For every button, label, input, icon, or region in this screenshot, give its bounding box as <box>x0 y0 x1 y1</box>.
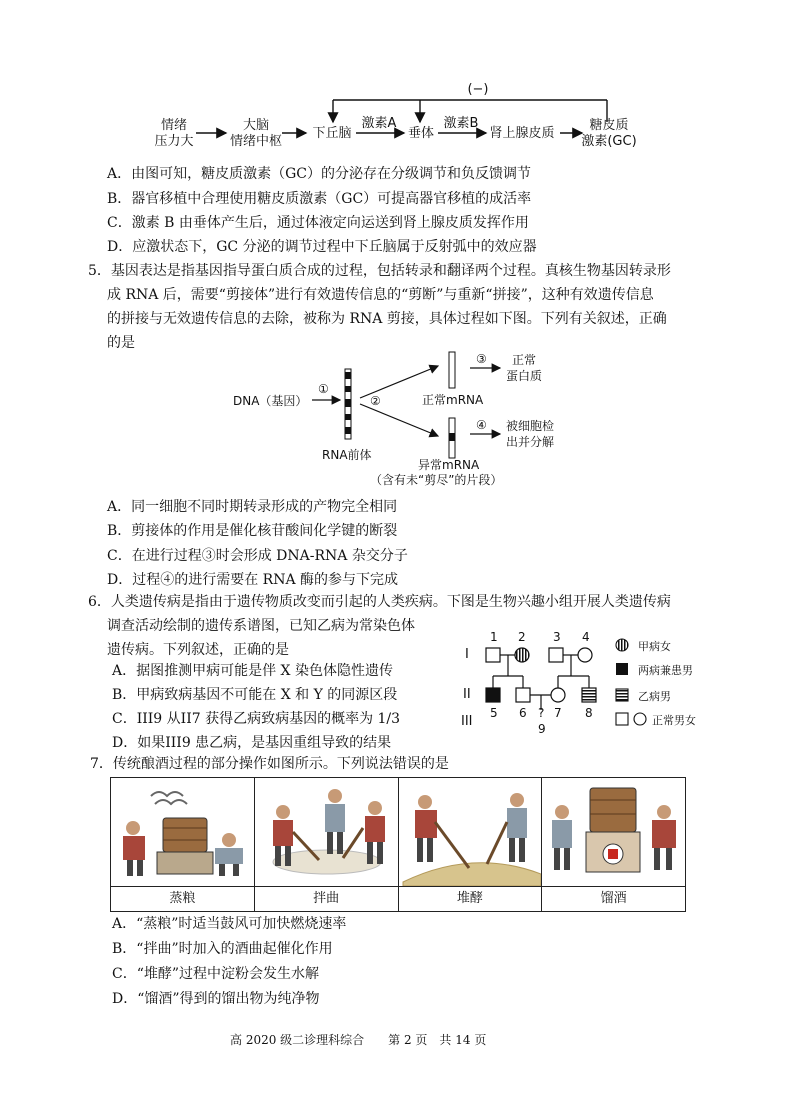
node-gc-l2: 激素(GC) <box>581 134 637 149</box>
legend-c-label: 乙病男 <box>638 690 671 703</box>
node-emotion-l1: 情绪 <box>160 118 187 133</box>
num-1: 1 <box>490 630 498 644</box>
node-gc-l1: 糖皮质 <box>589 118 629 133</box>
node-hypothalamus: 下丘脑 <box>312 126 352 141</box>
q4-option-c: C．激素 B 由垂体产生后，通过体液定向运送到肾上腺皮质发挥作用 <box>107 215 529 231</box>
num-8: 8 <box>585 706 593 720</box>
step-1-label: ① <box>318 382 329 396</box>
degrade-l2: 出并分解 <box>506 435 555 449</box>
gen-label-2: II <box>463 687 471 702</box>
normal-protein-l2: 蛋白质 <box>506 369 543 383</box>
individual-8 <box>582 688 596 702</box>
node-cerebrum-l1: 大脑 <box>242 118 269 133</box>
scene-ferment-pile <box>398 778 542 912</box>
individual-4 <box>578 648 592 662</box>
legend-symbol-a <box>616 639 628 651</box>
abnormal-note-label: （含有未“剪尽”的片段） <box>370 473 503 487</box>
q7-option-b: B．“拌曲”时加入的酒曲起催化作用 <box>112 941 333 957</box>
num-7: 7 <box>554 706 562 720</box>
q4-option-a: A．由图可知，糖皮质激素（GC）的分泌存在分级调节和负反馈调节 <box>107 166 532 182</box>
caption-steam-grain: 蒸粮 <box>111 886 254 911</box>
q6-option-a: A．据图推测甲病可能是伴 X 染色体隐性遗传 <box>112 663 393 679</box>
q7-option-a: A．“蒸粮”时适当鼓风可加快燃烧速率 <box>112 916 347 932</box>
scene-ferment-pile-illustration <box>399 778 542 886</box>
q5-stem-line1: 5．基因表达是指基因指导蛋白质合成的过程，包括转录和翻译两个过程。真核生物基因转录形 <box>88 263 671 279</box>
node-pituitary: 垂体 <box>407 126 434 141</box>
caption-mix-koji: 拌曲 <box>255 886 398 911</box>
node-emotion-l2: 压力大 <box>154 134 194 149</box>
legend-d-label: 正常男女 <box>652 714 696 727</box>
q6-option-c: C．III9 从II7 获得乙病致病基因的概率为 1/3 <box>112 711 401 727</box>
q5-stem-line3: 的拼接与无效遗传信息的去除，被称为 RNA 剪接，具体过程如下图。下列有关叙述，正确 <box>107 311 667 327</box>
question-mark: ? <box>538 706 545 720</box>
individual-2 <box>515 648 529 662</box>
q4-option-b: B．器官移植中合理使用糖皮质激素（GC）可提高器官移植的成活率 <box>107 191 532 207</box>
q5-option-d: D．过程④的进行需要在 RNA 酶的参与下完成 <box>107 572 399 588</box>
num-2: 2 <box>518 630 526 644</box>
node-cerebrum-l2: 情绪中枢 <box>229 134 282 149</box>
caption-distill: 馏酒 <box>542 886 685 911</box>
step-3-label: ③ <box>476 352 487 366</box>
brewing-scenes-table <box>110 777 686 912</box>
num-9: 9 <box>538 722 546 736</box>
feedback-label: (−) <box>467 82 489 97</box>
node-adrenal-cortex: 肾上腺皮质 <box>489 126 555 141</box>
gen-label-1: I <box>465 647 469 662</box>
degrade-l1: 被细胞检 <box>506 419 555 433</box>
scene-steam-grain-illustration <box>111 778 254 886</box>
caption-ferment-pile: 堆酵 <box>399 886 542 911</box>
num-4: 4 <box>582 630 590 644</box>
rna-precursor-label: RNA前体 <box>322 448 372 462</box>
individual-6 <box>516 688 530 702</box>
legend-symbol-b <box>616 663 628 675</box>
q6-stem-line2: 调查活动绘制的遗传系谱图，已知乙病为常染色体 <box>107 618 415 634</box>
step-2-label: ② <box>370 394 381 408</box>
num-6: 6 <box>519 706 527 720</box>
legend-symbol-c <box>616 689 628 701</box>
normal-protein-l1: 正常 <box>512 353 537 367</box>
individual-5 <box>486 688 500 702</box>
q5-option-a: A．同一细胞不同时期转录形成的产物完全相同 <box>107 499 398 515</box>
q4-option-d: D．应激状态下，GC 分泌的调节过程中下丘脑属于反射弧中的效应器 <box>107 239 537 255</box>
step-4-label: ④ <box>476 418 487 432</box>
normal-mrna-label: 正常mRNA <box>422 393 484 407</box>
dna-gene-label: DNA（基因） <box>233 394 308 408</box>
individual-3 <box>549 648 563 662</box>
q6-option-d: D．如果III9 患乙病，是基因重组导致的结果 <box>112 735 392 751</box>
q7-option-d: D．“馏酒”得到的馏出物为纯净物 <box>112 991 320 1007</box>
individual-1 <box>486 648 500 662</box>
num-3: 3 <box>553 630 561 644</box>
arrow-label-hormone-b: 激素B <box>443 116 479 131</box>
q6-stem-line3: 遗传病。下列叙述，正确的是 <box>107 642 289 658</box>
scene-mix-koji-illustration <box>255 778 398 886</box>
scene-distill <box>542 778 686 912</box>
num-5: 5 <box>490 706 498 720</box>
q7-option-c: C．“堆酵”过程中淀粉会发生水解 <box>112 966 320 982</box>
scene-mix-koji <box>254 778 398 912</box>
legend-b-label: 两病兼患男 <box>638 664 693 677</box>
legend-symbol-d2 <box>634 713 646 725</box>
page-footer: 高 2020 级二诊理科综合 第 2 页 共 14 页 <box>230 1033 487 1047</box>
individual-7 <box>551 688 565 702</box>
legend-a-label: 甲病女 <box>638 640 671 653</box>
gen-label-3: III <box>461 714 473 729</box>
scene-distill-illustration <box>542 778 685 886</box>
legend-symbol-d1 <box>616 713 628 725</box>
q5-option-c: C．在进行过程③时会形成 DNA-RNA 杂交分子 <box>107 548 408 564</box>
q6-stem-line1: 6．人类遗传病是指由于遗传物质改变而引起的人类疾病。下图是生物兴趣小组开展人类遗传病 <box>88 594 671 610</box>
arrow-label-hormone-a: 激素A <box>361 116 397 131</box>
q6-option-b: B．甲病致病基因不可能在 X 和 Y 的同源区段 <box>112 687 398 703</box>
scene-steam-grain <box>111 778 255 912</box>
q5-stem-line4: 的是 <box>107 335 135 351</box>
q7-stem: 7．传统酿酒过程的部分操作如图所示。下列说法错误的是 <box>90 756 449 772</box>
q5-stem-line2: 成 RNA 后，需要“剪接体”进行有效遗传信息的“剪断”与重新“拼接”，这种有效遗传信息 <box>107 287 654 303</box>
q5-option-b: B．剪接体的作用是催化核苷酸间化学键的断裂 <box>107 523 398 539</box>
abnormal-mrna-label: 异常mRNA <box>418 458 480 472</box>
